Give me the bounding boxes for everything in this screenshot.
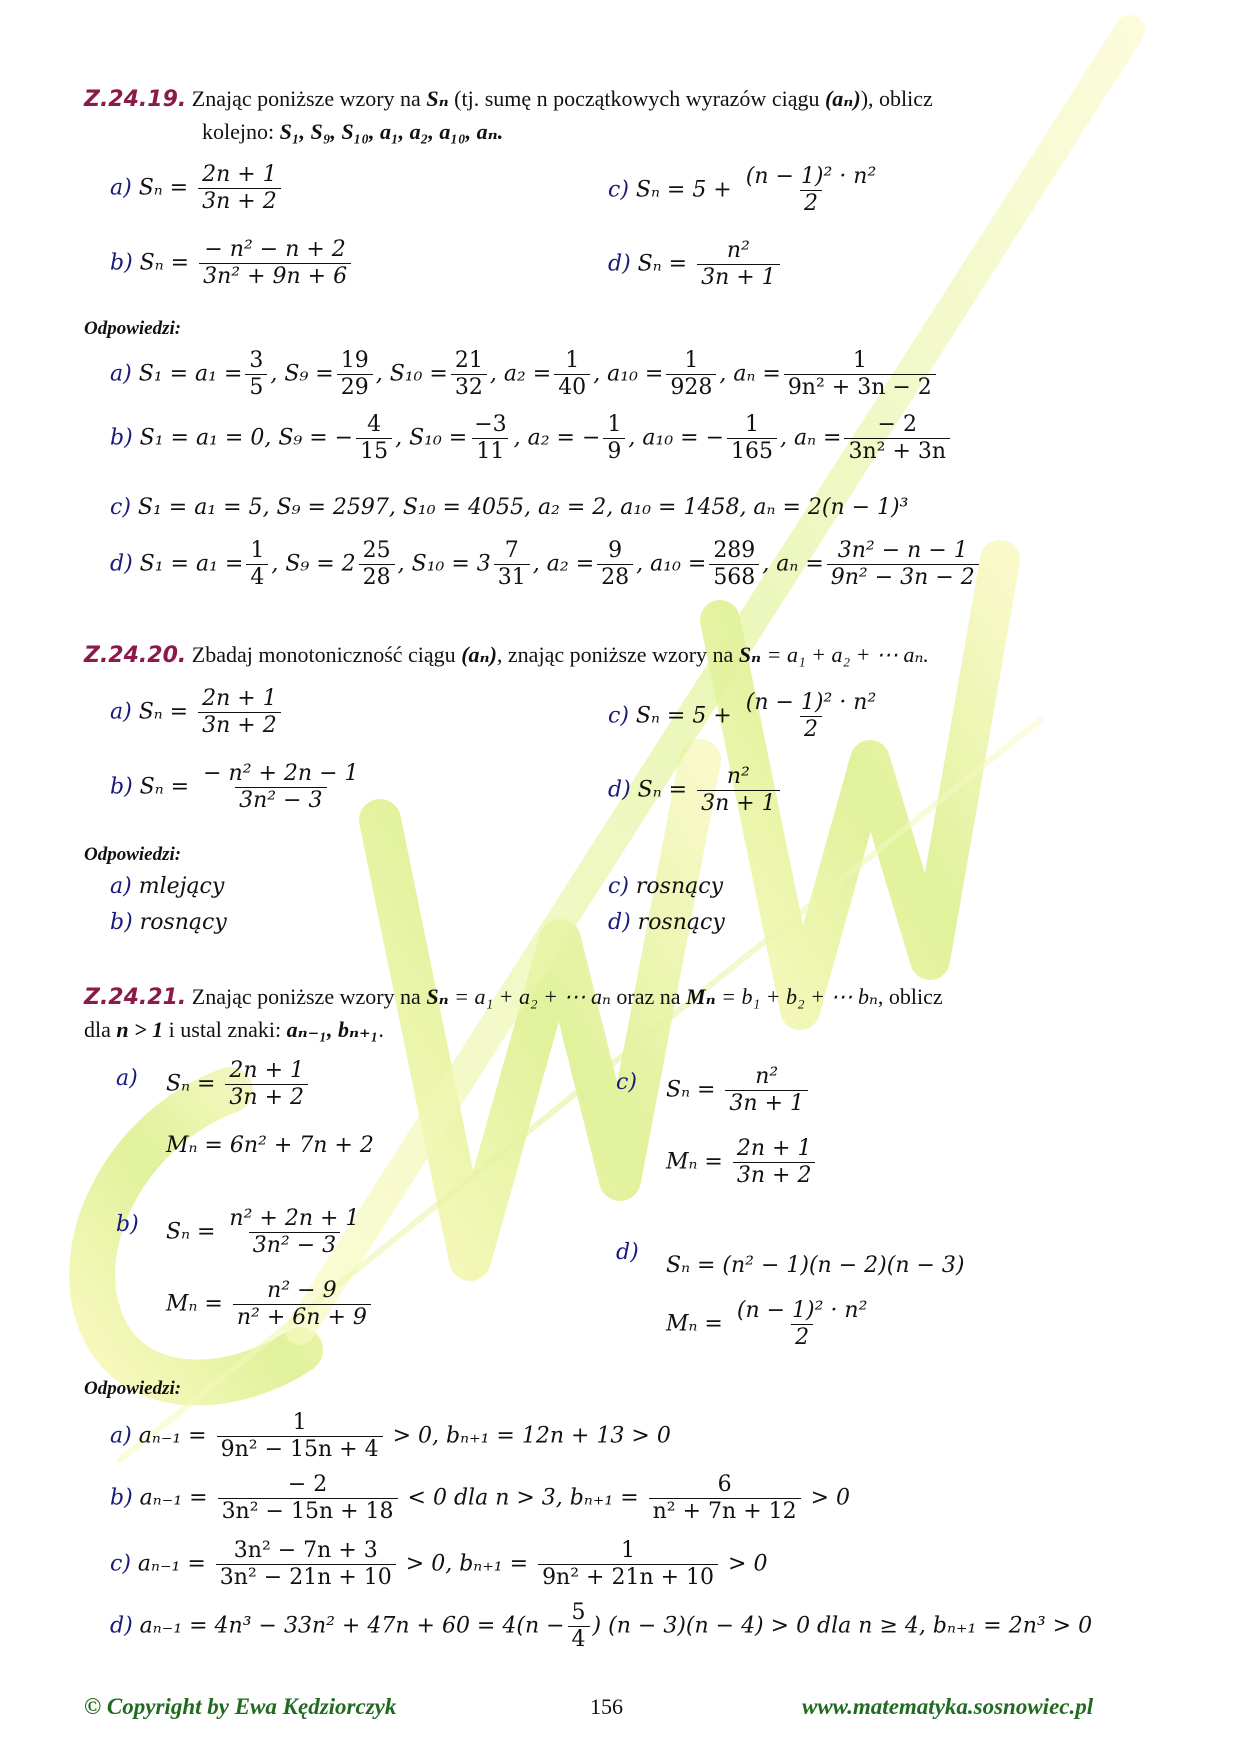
z21-ans-d-label: d)	[110, 1613, 133, 1639]
z21-intro-condition: n > 1	[116, 1017, 164, 1042]
z21-intro-mn: Mₙ	[686, 984, 716, 1009]
z21-ans-b-num: − 2	[287, 1472, 328, 1497]
z20-b-lhs: Sₙ =	[139, 774, 190, 800]
z19-ans-a-a2-num: 1	[565, 348, 580, 373]
z21-intro-dla: dla	[84, 1017, 111, 1042]
z21-ans-a-fraction	[217, 1410, 383, 1463]
z19-c-label: c)	[608, 177, 629, 203]
z19-d-label: d)	[608, 251, 631, 277]
z20-ans-c-text: rosnący	[635, 874, 723, 899]
z19-a-num: 2n + 1	[202, 162, 277, 187]
z21-intro-text-e: , oblicz	[877, 984, 943, 1009]
z21-ans-a-num: 1	[292, 1410, 307, 1435]
z21-c-mn-lhs: Mₙ =	[666, 1149, 723, 1175]
z19-ans-d-s1-frac	[246, 538, 268, 591]
z21-intro-sum-b: = b₁ + b₂ + ⋯ bₙ	[721, 984, 878, 1009]
z21-c-mn-den: 3n + 2	[733, 1162, 816, 1189]
z19-b-fraction	[199, 237, 351, 290]
z21-ans-b-fraction2	[649, 1472, 801, 1525]
z20-c-num: (n − 1)² · n²	[745, 690, 877, 715]
z19-ans-b-an-num: − 2	[877, 412, 917, 437]
z19-ans-a-s10-frac	[451, 348, 487, 401]
z21-ans-d-lhs: aₙ₋₁ = 4n³ − 33n² + 47n + 60 = 4	[139, 1613, 517, 1639]
z21-answer-b	[110, 1472, 850, 1525]
z21-ans-a-label: a)	[110, 1423, 132, 1449]
z21-ans-c-den: 3n² − 21n + 10	[216, 1564, 396, 1591]
z21-ans-d-rest: (n − 3)(n − 4) > 0 dla n ≥ 4, bₙ₊₁ = 2n³ > 0	[608, 1613, 1093, 1639]
z20-a-den: 3n + 2	[198, 712, 281, 739]
z21-ans-c-label: c)	[110, 1551, 131, 1577]
z19-ans-d-an: , aₙ =	[762, 551, 824, 577]
z19-ans-a-s9-frac	[337, 348, 373, 401]
z19-ans-a-s10-num: 21	[454, 348, 483, 373]
z20-d-fraction	[697, 764, 780, 817]
z19-intro-line1	[84, 84, 933, 115]
z21-a-sn	[166, 1058, 311, 1111]
z21-ans-d-paren-close: )	[592, 1613, 602, 1639]
z20-intro-text-c: = a₁ + a₂ + ⋯ aₙ.	[766, 642, 929, 667]
z21-intro-period: .	[378, 1017, 384, 1042]
z19-ans-a-s10: , S₁₀ =	[375, 361, 448, 387]
z20-c-lhs: Sₙ = 5 +	[635, 703, 732, 729]
z21-b-sn-num: n² + 2n + 1	[229, 1206, 360, 1231]
z21-ans-c-num: 3n² − 7n + 3	[233, 1538, 378, 1563]
z20-intro-text-a: Zbadaj monotoniczność ciągu	[191, 642, 456, 667]
z19-ans-a-a10-den: 928	[666, 374, 716, 401]
z21-a-label: a)	[116, 1066, 138, 1091]
z21-b-sn-den: 3n² − 3	[249, 1232, 340, 1259]
z20-ans-a-label: a)	[110, 874, 132, 899]
z21-a-sn-den: 3n + 2	[225, 1084, 308, 1111]
z21-b-mn-fraction	[233, 1278, 371, 1331]
z19-intro-text-a: Znając poniższe wzory na	[191, 86, 421, 111]
z19-ans-b-label: b)	[110, 425, 133, 451]
z19-c-lhs: Sₙ = 5 +	[635, 177, 732, 203]
z19-ans-b-s1: S₁ = a₁ = 0, S₉ = −	[139, 425, 354, 451]
z20-b-num: − n² + 2n − 1	[203, 761, 359, 786]
z21-b-label: b)	[116, 1212, 139, 1237]
z21-a-sn-fraction	[225, 1058, 308, 1111]
z19-ans-d-a10: , a₁₀ =	[636, 551, 707, 577]
z19-ans-d-s10-den: 31	[494, 564, 530, 591]
z19-ans-a-an-den: 9n² + 3n − 2	[784, 374, 936, 401]
z19-ans-d-s10-frac	[494, 538, 530, 591]
z20-formula-d	[608, 764, 783, 817]
z19-ans-d-a10-num: 289	[713, 538, 756, 563]
z19-ans-b-s9-num: 4	[367, 412, 382, 437]
z20-answer-c	[608, 874, 723, 899]
z19-ans-b-an-frac	[844, 412, 950, 465]
z21-intro-line1	[84, 982, 943, 1013]
z19-ans-a-s10-den: 32	[451, 374, 487, 401]
z20-a-label: a)	[110, 699, 132, 725]
z19-ans-b-s10-frac	[470, 412, 510, 465]
z19-intro-kolejno: kolejno:	[202, 119, 275, 144]
z19-ans-d-s1-num: 1	[250, 538, 265, 563]
z20-task-number: Z.24.20.	[84, 643, 187, 668]
z19-ans-d-an-frac	[827, 538, 979, 591]
z21-b-mn-den: n² + 6n + 9	[233, 1304, 371, 1331]
z19-answer-c	[110, 494, 908, 522]
z21-ans-d-den: 4	[568, 1626, 590, 1653]
z21-ans-c-num2: 1	[621, 1538, 636, 1563]
z19-ans-b-s10: , S₁₀ =	[395, 425, 468, 451]
z19-b-den: 3n² + 9n + 6	[199, 263, 351, 290]
z19-ans-d-a2: , a₂ =	[532, 551, 595, 577]
z21-intro-sn: Sₙ	[426, 984, 449, 1009]
z19-ans-b-a2-den: 9	[603, 438, 625, 465]
z21-c-mn-fraction	[733, 1136, 816, 1189]
z20-d-label: d)	[608, 777, 631, 803]
z21-c-mn-num: 2n + 1	[736, 1136, 812, 1161]
z21-ans-b-den: 3n² − 15n + 18	[218, 1498, 398, 1525]
z19-ans-d-a2-frac	[597, 538, 633, 591]
z20-answer-b	[110, 910, 227, 935]
z19-ans-d-an-den: 9n² − 3n − 2	[827, 564, 979, 591]
z20-intro-sn: Sₙ	[738, 642, 762, 667]
z19-intro-text-c: ), oblicz	[860, 86, 933, 111]
z20-intro-text-b: , znając poniższe wzory na	[496, 642, 734, 667]
z19-ans-b-a2: , a₂ = −	[513, 425, 601, 451]
z21-c-label: c)	[616, 1070, 637, 1095]
z19-d-num: n²	[726, 238, 750, 263]
z21-intro-text-a: Znając poniższe wzory na	[191, 984, 421, 1009]
z19-ans-c-text: S₁ = a₁ = 5, S₉ = 2597, S₁₀ = 4055, a₂ = 2, a₁₀ = 1458, aₙ = 2(n − 1)³	[137, 495, 909, 520]
z21-ans-c-mid: > 0, bₙ₊₁ =	[405, 1551, 529, 1577]
z21-d-mn-den: 2	[791, 1324, 813, 1351]
z20-d-num: n²	[726, 764, 750, 789]
z19-c-num: (n − 1)² · n²	[745, 164, 877, 189]
z19-ans-d-s9-frac	[359, 538, 395, 591]
z19-ans-a-a2: , a₂ =	[489, 361, 552, 387]
z19-ans-a-s1-frac	[245, 348, 267, 401]
watermark-slash	[300, 30, 1130, 1330]
z21-ans-c-den2: 9n² + 21n + 10	[538, 1564, 718, 1591]
z20-a-lhs: Sₙ =	[138, 699, 189, 725]
z19-ans-a-a10-frac	[666, 348, 716, 401]
z20-intro	[84, 640, 929, 671]
z20-b-fraction	[199, 761, 362, 814]
z19-formula-d	[608, 238, 783, 291]
z19-ans-d-a10-den: 568	[709, 564, 759, 591]
z21-c-sn	[666, 1064, 811, 1117]
z21-ans-b-mid: < 0 dla n > 3, bₙ₊₁ =	[407, 1485, 639, 1511]
z19-ans-d-s1-den: 4	[246, 564, 268, 591]
z19-ans-b-s10-den: 11	[472, 438, 508, 465]
z20-c-fraction	[742, 690, 881, 743]
z21-ans-a-lhs: aₙ₋₁ =	[138, 1423, 207, 1449]
z20-c-den: 2	[800, 716, 822, 743]
z19-ans-a-a2-den: 40	[554, 374, 590, 401]
z20-b-den: 3n² − 3	[235, 787, 326, 814]
z20-formula-b	[110, 761, 366, 814]
z19-d-lhs: Sₙ =	[637, 251, 688, 277]
z19-ans-a-s9: , S₉ =	[270, 361, 334, 387]
z19-ans-b-an-den: 3n² + 3n	[844, 438, 950, 465]
z19-formula-b	[110, 237, 354, 290]
z19-ans-d-a2-den: 28	[597, 564, 633, 591]
z19-a-lhs: Sₙ =	[138, 175, 189, 201]
z21-intro-terms: aₙ₋₁, bₙ₊₁	[286, 1017, 379, 1042]
z20-ans-b-text: rosnący	[139, 910, 227, 935]
z21-answer-d	[110, 1600, 1092, 1653]
z21-ans-b-lhs: aₙ₋₁ =	[139, 1485, 208, 1511]
z20-ans-d-label: d)	[608, 910, 631, 935]
z19-ans-b-an: , aₙ =	[780, 425, 842, 451]
z21-d-mn-lhs: Mₙ =	[666, 1311, 723, 1337]
z19-ans-a-label: a)	[110, 361, 132, 387]
z19-ans-d-a10-frac	[709, 538, 759, 591]
z21-a-sn-num: 2n + 1	[229, 1058, 305, 1083]
z19-formula-a	[110, 162, 284, 215]
z21-intro-line2	[84, 1015, 384, 1045]
z19-b-lhs: Sₙ =	[139, 250, 190, 276]
z19-ans-c-label: c)	[110, 495, 131, 520]
z19-b-label: b)	[110, 250, 133, 276]
z21-b-mn-lhs: Mₙ =	[166, 1291, 223, 1317]
z19-ans-b-a10-den: 165	[727, 438, 777, 465]
z19-task-number: Z.24.19.	[84, 87, 187, 112]
z19-ans-d-s9-den: 28	[359, 564, 395, 591]
z21-intro-text-znaki: i ustal znaki:	[168, 1017, 282, 1042]
z21-b-sn-fraction	[225, 1206, 363, 1259]
z19-d-den: 3n + 1	[697, 264, 780, 291]
z21-d-sn: Sₙ = (n² − 1)(n − 2)(n − 3)	[666, 1253, 965, 1278]
z20-ans-b-label: b)	[110, 910, 133, 935]
z21-ans-a-den: 9n² − 15n + 4	[217, 1436, 383, 1463]
z21-ans-b-num2: 6	[717, 1472, 732, 1497]
z21-d-label: d)	[616, 1240, 639, 1265]
z21-c-sn-fraction	[725, 1064, 808, 1117]
z19-ans-b-s9-frac	[356, 412, 392, 465]
z19-a-fraction	[198, 162, 281, 215]
z21-a-mn: Mₙ = 6n² + 7n + 2	[166, 1133, 374, 1158]
z21-ans-d-num: 5	[571, 1600, 586, 1625]
z19-ans-a-s1: S₁ = a₁ =	[138, 361, 243, 387]
z19-intro-an: (aₙ)	[824, 86, 861, 111]
z19-answer-a	[110, 348, 939, 401]
z20-answer-d	[608, 910, 725, 935]
z21-intro-sum-a: = a₁ + a₂ + ⋯ aₙ	[454, 984, 611, 1009]
z20-a-num: 2n + 1	[202, 686, 277, 711]
z21-b-mn-num: n² − 9	[267, 1278, 337, 1303]
z21-a-sn-lhs: Sₙ =	[166, 1071, 216, 1097]
z20-formula-c	[608, 690, 883, 743]
z19-ans-d-a2-num: 9	[608, 538, 623, 563]
z19-c-fraction	[742, 164, 881, 217]
z19-ans-b-a2-frac	[603, 412, 625, 465]
z20-answer-a	[110, 874, 224, 899]
z19-ans-d-an-num: 3n² − n − 1	[837, 538, 968, 563]
z21-ans-b-den2: n² + 7n + 12	[649, 1498, 801, 1525]
z21-d-mn	[666, 1298, 874, 1351]
z20-answers-heading: Odpowiedzi:	[84, 844, 182, 865]
z21-c-mn	[666, 1136, 818, 1189]
z21-d-mn-fraction	[733, 1298, 872, 1351]
z19-ans-a-s9-num: 19	[340, 348, 369, 373]
z21-ans-b-label: b)	[110, 1485, 133, 1511]
z21-answer-a	[110, 1410, 671, 1463]
z19-ans-a-s1-num: 3	[249, 348, 264, 373]
z19-d-fraction	[697, 238, 780, 291]
footer-copyright: © Copyright by Ewa Kędziorczyk	[84, 1694, 397, 1719]
z21-b-sn	[166, 1206, 366, 1259]
z20-b-label: b)	[110, 774, 133, 800]
z19-answer-d	[110, 538, 982, 591]
z19-ans-a-a10: , a₁₀ =	[593, 361, 664, 387]
z19-intro-text-b: (tj. sumę n początkowych wyrazów ciągu	[454, 86, 820, 111]
z21-d-mn-num: (n − 1)² · n²	[736, 1298, 868, 1323]
z20-d-lhs: Sₙ =	[637, 777, 688, 803]
z19-a-label: a)	[110, 175, 132, 201]
z21-intro-text-c: oraz na	[616, 984, 681, 1009]
z21-ans-d-fraction	[568, 1600, 590, 1653]
z21-ans-c-lhs: aₙ₋₁ =	[137, 1551, 206, 1577]
z19-ans-a-s1-den: 5	[245, 374, 267, 401]
z19-ans-b-a10: , a₁₀ = −	[628, 425, 725, 451]
z19-ans-a-an-frac	[784, 348, 936, 401]
z21-c-sn-num: n²	[755, 1064, 779, 1089]
z19-b-num: − n² − n + 2	[204, 237, 346, 262]
z19-ans-b-s9-den: 15	[356, 438, 392, 465]
z21-ans-d-paren-open: (n −	[516, 1613, 565, 1639]
z21-c-sn-den: 3n + 1	[725, 1090, 808, 1117]
z19-ans-a-an: , aₙ =	[719, 361, 781, 387]
z19-ans-d-s10-num: 7	[504, 538, 519, 563]
z19-c-den: 2	[800, 190, 822, 217]
z21-answers-heading: Odpowiedzi:	[84, 1378, 182, 1399]
z21-ans-c-rest: > 0	[728, 1551, 768, 1577]
z20-formula-a	[110, 686, 284, 739]
z20-a-fraction	[198, 686, 281, 739]
z19-formula-c	[608, 164, 883, 217]
z19-ans-b-a10-num: 1	[745, 412, 760, 437]
page-number: 156	[590, 1694, 623, 1719]
z21-ans-c-fraction2	[538, 1538, 718, 1591]
z21-b-mn	[166, 1278, 374, 1331]
z21-task-number: Z.24.21.	[84, 985, 187, 1010]
z20-ans-d-text: rosnący	[637, 910, 725, 935]
z19-intro-sn: Sₙ	[426, 86, 449, 111]
z20-c-label: c)	[608, 703, 629, 729]
z21-c-sn-lhs: Sₙ =	[666, 1077, 716, 1103]
z21-ans-b-fraction	[218, 1472, 398, 1525]
z19-ans-b-s10-num: −3	[474, 412, 507, 437]
z20-d-den: 3n + 1	[697, 790, 780, 817]
z19-intro-line2	[202, 117, 503, 147]
z19-ans-d-s9: , S₉ = 2	[271, 551, 356, 577]
z21-ans-a-rest: > 0, bₙ₊₁ = 12n + 13 > 0	[392, 1423, 671, 1449]
z21-ans-b-rest: > 0	[810, 1485, 851, 1511]
z19-ans-d-s9-num: 25	[362, 538, 391, 563]
footer-website-link[interactable]: www.matematyka.sosnowiec.pl	[802, 1694, 1094, 1719]
z21-ans-c-fraction	[216, 1538, 396, 1591]
z19-ans-d-s1: S₁ = a₁ =	[139, 551, 244, 577]
z19-a-den: 3n + 2	[198, 188, 281, 215]
z21-b-sn-lhs: Sₙ =	[166, 1219, 216, 1245]
z19-ans-a-a10-num: 1	[684, 348, 699, 373]
z19-answers-heading: Odpowiedzi:	[84, 318, 182, 339]
z19-ans-a-s9-den: 29	[337, 374, 373, 401]
z20-ans-c-label: c)	[608, 874, 629, 899]
z20-intro-an: (aₙ)	[461, 642, 497, 667]
z19-ans-a-an-num: 1	[852, 348, 867, 373]
z19-answer-b	[110, 412, 953, 465]
z19-ans-a-a2-frac	[554, 348, 590, 401]
z19-ans-b-a10-frac	[727, 412, 777, 465]
z20-ans-a-text: mlejący	[138, 874, 225, 899]
z19-intro-list: S₁, S₉, S₁₀, a₁, a₂, a₁₀, aₙ.	[279, 119, 504, 144]
z19-ans-d-s10: , S₁₀ = 3	[397, 551, 491, 577]
z19-ans-b-a2-num: 1	[607, 412, 622, 437]
z19-ans-d-label: d)	[110, 551, 133, 577]
z21-answer-c	[110, 1538, 767, 1591]
